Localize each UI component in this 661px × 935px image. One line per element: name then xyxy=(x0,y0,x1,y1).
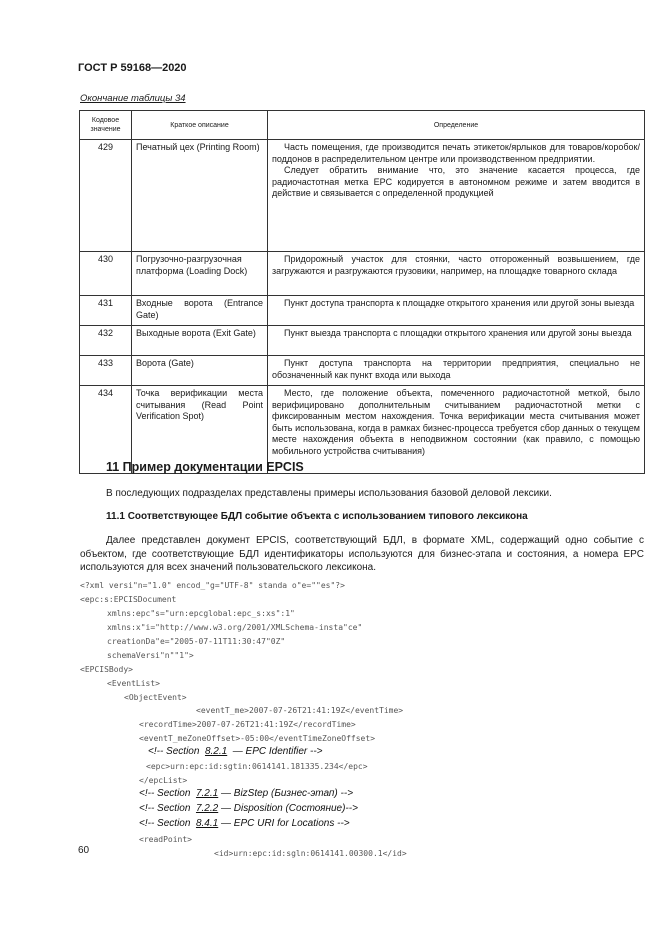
xml-line: <EPCISBody> xyxy=(80,665,133,674)
column-header-definition: Определение xyxy=(268,111,645,140)
definition-paragraph: Часть помещения, где производится печать этикеток/ярлыков для товаров/коробок/поддонов в распределительном центре или производственном предприятии. xyxy=(272,142,640,164)
xml-line: <epc:s:EPCISDocument xyxy=(80,595,177,604)
table-row xyxy=(80,296,645,326)
definition-paragraph: Место, где положение объекта, помеченного радиочастотной меткой, было верифицировано дополнительным считыванием радиочастотной метки с фиксированным местом нахождения. Точка верификации места считывания может быть использована, когда в рамках бизнес-процесса требуется сбор данных о текущем месте нахождения объекта в неподвижном состоянии (как правило, с помощью мобильного устройства считывания) xyxy=(272,388,640,456)
code-cell: 430 xyxy=(80,252,132,296)
definition-cell xyxy=(268,386,645,474)
definition-cell xyxy=(268,140,645,252)
description-cell: Входные ворота (Entrance Gate) xyxy=(132,296,268,326)
table-row xyxy=(80,252,645,296)
definition-cell xyxy=(268,326,645,356)
definition-paragraph: Придорожный участок для стоянки, часто отгороженный возвышением, где загружаются и разгружаются грузовики, например, на площадке товарного склада xyxy=(272,254,640,276)
definition-paragraph: Пункт доступа транспорта к площадке открытого хранения или другой зоны выезда xyxy=(284,298,635,308)
xml-line: xmlns:epc"s="urn:epcglobal:epc_s:xs":1" xyxy=(107,609,295,618)
table-header-row xyxy=(80,111,645,140)
table-row xyxy=(80,140,645,252)
xml-line: <eventT_meZoneOffset>-05:00</eventTimeZoneOffset> xyxy=(139,734,376,743)
description-cell: Ворота (Gate) xyxy=(132,356,268,386)
definition-paragraph: Следует обратить внимание что, это значение касается процесса, где радиочастотная метка EPC кодируется в автономном режиме и затем вводится в действие и связывается с определенной продукцией xyxy=(272,165,640,199)
code-cell: 433 xyxy=(80,356,132,386)
code-cell: 432 xyxy=(80,326,132,356)
column-header-code: Кодовое значение xyxy=(80,111,132,140)
table-caption: Окончание таблицы 34 xyxy=(80,93,186,104)
description-cell: Точка верификации места считывания (Read Point Verification Spot) xyxy=(132,386,268,474)
xml-line: <?xml versi"n="1.0" encod_"g="UTF-8" standa o"e=""es"?> xyxy=(80,581,345,590)
definitions-table xyxy=(79,110,645,474)
table-row xyxy=(80,326,645,356)
definition-cell xyxy=(268,252,645,296)
xml-line: xmlns:x"i="http://www.w3.org/2001/XMLSchema-insta"ce" xyxy=(107,623,363,632)
code-cell: 429 xyxy=(80,140,132,252)
document-header: ГОСТ Р 59168—2020 xyxy=(78,62,187,74)
description-cell: Погрузочно-разгрузочная платформа (Loading Dock) xyxy=(132,252,268,296)
subsection-title: 11.1 Соответствующее БДЛ событие объекта с использованием типового лексикона xyxy=(106,511,528,522)
description-cell: Выходные ворота (Exit Gate) xyxy=(132,326,268,356)
xml-line: <EventList> xyxy=(107,679,160,688)
xml-line: <epc>urn:epc:id:sgtin:0614141.181335.234</epc> xyxy=(146,762,368,771)
xml-line: <eventT_me>2007-07-26T21:41:19Z</eventTime> xyxy=(196,706,404,715)
section-title: 11 Пример документации EPCIS xyxy=(106,460,304,474)
xml-comment: <!-- Section 8.4.1 — EPC URI for Locations --> xyxy=(139,818,350,829)
body-paragraph: Далее представлен документ EPCIS, соответствующий БДЛ, в формате XML, содержащий одно событие с объектом, где соответствующие БДЛ идентификаторы используются для бизнес-этапа и состояния, а номера EPC используются для всех значений пользовательского лексикона. xyxy=(80,535,644,573)
xml-line: <ObjectEvent> xyxy=(124,693,187,702)
intro-paragraph: В последующих подразделах представлены примеры использования базовой деловой лексики. xyxy=(106,488,552,499)
definition-paragraph: Пункт выезда транспорта с площадки открытого хранения или другой зоны выезда xyxy=(284,328,632,338)
xml-comment: <!-- Section 7.2.2 — Disposition (Состояние)--> xyxy=(139,803,358,814)
code-cell: 434 xyxy=(80,386,132,474)
code-cell: 431 xyxy=(80,296,132,326)
xml-comment: <!-- Section 7.2.1 — BizStep (Бизнес-этап) --> xyxy=(139,788,354,799)
xml-comment: <!-- Section 8.2.1 — EPC Identifier --> xyxy=(148,746,323,757)
xml-line: <id>urn:epc:id:sgln:0614141.00300.1</id> xyxy=(214,849,407,858)
xml-line: creationDa"e="2005-07-11T11:30:47"0Z" xyxy=(107,637,286,646)
page-number: 60 xyxy=(78,845,90,856)
xml-line: <recordTime>2007-07-26T21:41:19Z</recordTime> xyxy=(139,720,356,729)
xml-line: schemaVersi"n""1"> xyxy=(107,651,194,660)
table-row xyxy=(80,356,645,386)
definition-cell xyxy=(268,296,645,326)
column-header-description: Краткое описание xyxy=(132,111,268,140)
description-cell: Печатный цех (Printing Room) xyxy=(132,140,268,252)
definition-cell xyxy=(268,356,645,386)
xml-line: </epcList> xyxy=(139,776,188,785)
xml-line: <readPoint> xyxy=(139,835,192,844)
definition-paragraph: Пункт доступа транспорта на территории предприятия, специально не обозначенный как пункт входа или выхода xyxy=(272,358,640,380)
